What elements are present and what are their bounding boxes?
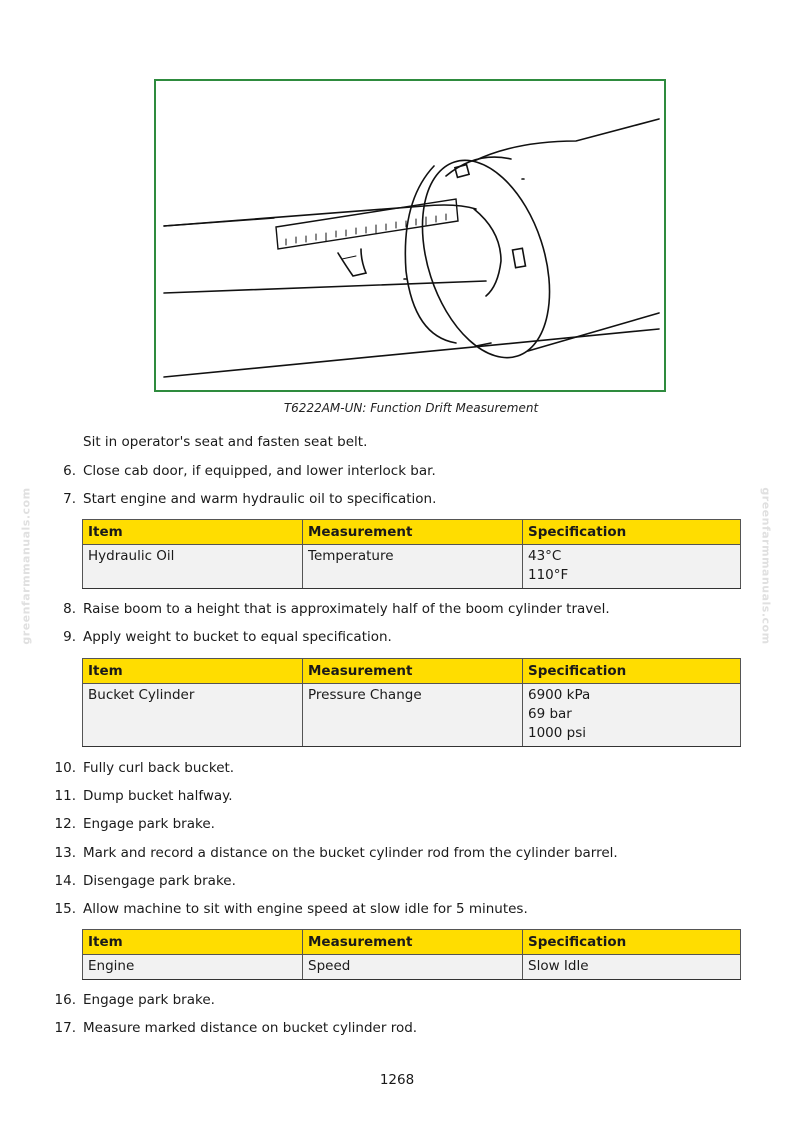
step-text: Dump bucket halfway. — [83, 788, 233, 804]
bottom-long-line — [164, 329, 659, 377]
header-item: Item — [83, 659, 303, 684]
step-text: Apply weight to bucket to equal specification. — [83, 629, 392, 645]
step-15 — [0, 899, 794, 919]
spec-table-bucket-cylinder — [82, 658, 741, 747]
page-number: 1268 — [379, 1072, 415, 1088]
step-text: Sit in operator's seat and fasten seat belt. — [83, 434, 368, 450]
spec-line: Slow Idle — [528, 958, 589, 974]
ruler — [276, 199, 458, 249]
cylinder-illustration — [154, 79, 666, 392]
watermark-left: greenfarmmanuals.com — [19, 487, 33, 645]
step-number: 16. — [54, 992, 76, 1008]
step-text: Mark and record a distance on the bucket cylinder rod from the cylinder barrel. — [83, 845, 618, 861]
step-number: 15. — [54, 901, 76, 917]
step-number: 12. — [54, 816, 76, 832]
step-13 — [0, 843, 794, 863]
step-number: 8. — [63, 601, 76, 617]
header-measurement: Measurement — [303, 930, 523, 955]
step-text: Engage park brake. — [83, 992, 215, 1008]
barrel-bottom-edge — [528, 313, 659, 351]
step-8 — [0, 599, 794, 619]
cell-measurement: Speed — [303, 955, 523, 980]
spec-table-hydraulic-oil — [82, 519, 741, 589]
spec-line: 6900 kPa — [528, 687, 591, 703]
collar-tab-right — [513, 248, 526, 267]
spec-line: 43°C — [528, 548, 562, 564]
cell-measurement: Pressure Change — [303, 684, 523, 747]
cell-specification — [523, 545, 741, 589]
cell-item: Bucket Cylinder — [83, 684, 303, 747]
cylinder-drawing — [156, 81, 664, 390]
cell-measurement: Temperature — [303, 545, 523, 589]
step-intro — [0, 432, 794, 452]
header-item: Item — [83, 930, 303, 955]
cell-item: Engine — [83, 955, 303, 980]
header-specification: Specification — [523, 659, 741, 684]
step-number: 11. — [54, 788, 76, 804]
collar-tab-top — [455, 165, 469, 178]
step-number: 10. — [54, 760, 76, 776]
rod-band-mark — [338, 249, 366, 276]
header-item: Item — [83, 520, 303, 545]
spec-line: 110°F — [528, 567, 569, 583]
rod-bottom-edge — [164, 281, 486, 293]
step-9 — [0, 627, 794, 647]
step-text: Close cab door, if equipped, and lower interlock bar. — [83, 463, 436, 479]
table-header-row — [83, 930, 741, 955]
rod-entry — [474, 209, 501, 296]
figure-caption: T6222AM-UN: Function Drift Measurement — [283, 401, 539, 415]
spec-line: 1000 psi — [528, 725, 587, 741]
step-number: 13. — [54, 845, 76, 861]
step-text: Raise boom to a height that is approximately half of the boom cylinder travel. — [83, 601, 610, 617]
watermark-right: greenfarmmanuals.com — [759, 487, 773, 645]
step-6 — [0, 461, 794, 481]
table-header-row — [83, 659, 741, 684]
step-number: 7. — [63, 491, 76, 507]
header-specification: Specification — [523, 930, 741, 955]
step-number: 6. — [63, 463, 76, 479]
step-17 — [0, 1018, 794, 1038]
step-text: Allow machine to sit with engine speed at slow idle for 5 minutes. — [83, 901, 528, 917]
header-measurement: Measurement — [303, 520, 523, 545]
table-row — [83, 955, 741, 980]
step-number: 9. — [63, 629, 76, 645]
step-10 — [0, 758, 794, 778]
table-header-row — [83, 520, 741, 545]
cell-specification — [523, 955, 741, 980]
step-text: Engage park brake. — [83, 816, 215, 832]
step-7 — [0, 489, 794, 509]
step-14 — [0, 871, 794, 891]
step-text: Disengage park brake. — [83, 873, 236, 889]
step-text: Measure marked distance on bucket cylinder rod. — [83, 1020, 418, 1036]
rod-top-edge-left — [164, 218, 274, 226]
step-11 — [0, 786, 794, 806]
cell-specification — [523, 684, 741, 747]
barrel-top-edge — [474, 119, 659, 161]
step-16 — [0, 990, 794, 1010]
table-row — [83, 545, 741, 589]
step-number: 14. — [54, 873, 76, 889]
table-row — [83, 684, 741, 747]
step-text: Fully curl back bucket. — [83, 760, 235, 776]
step-text: Start engine and warm hydraulic oil to specification. — [83, 491, 437, 507]
step-12 — [0, 814, 794, 834]
spec-line: 69 bar — [528, 706, 572, 722]
step-number: 17. — [54, 1020, 76, 1036]
header-measurement: Measurement — [303, 659, 523, 684]
spec-table-engine — [82, 929, 741, 980]
header-specification: Specification — [523, 520, 741, 545]
cell-item: Hydraulic Oil — [83, 545, 303, 589]
